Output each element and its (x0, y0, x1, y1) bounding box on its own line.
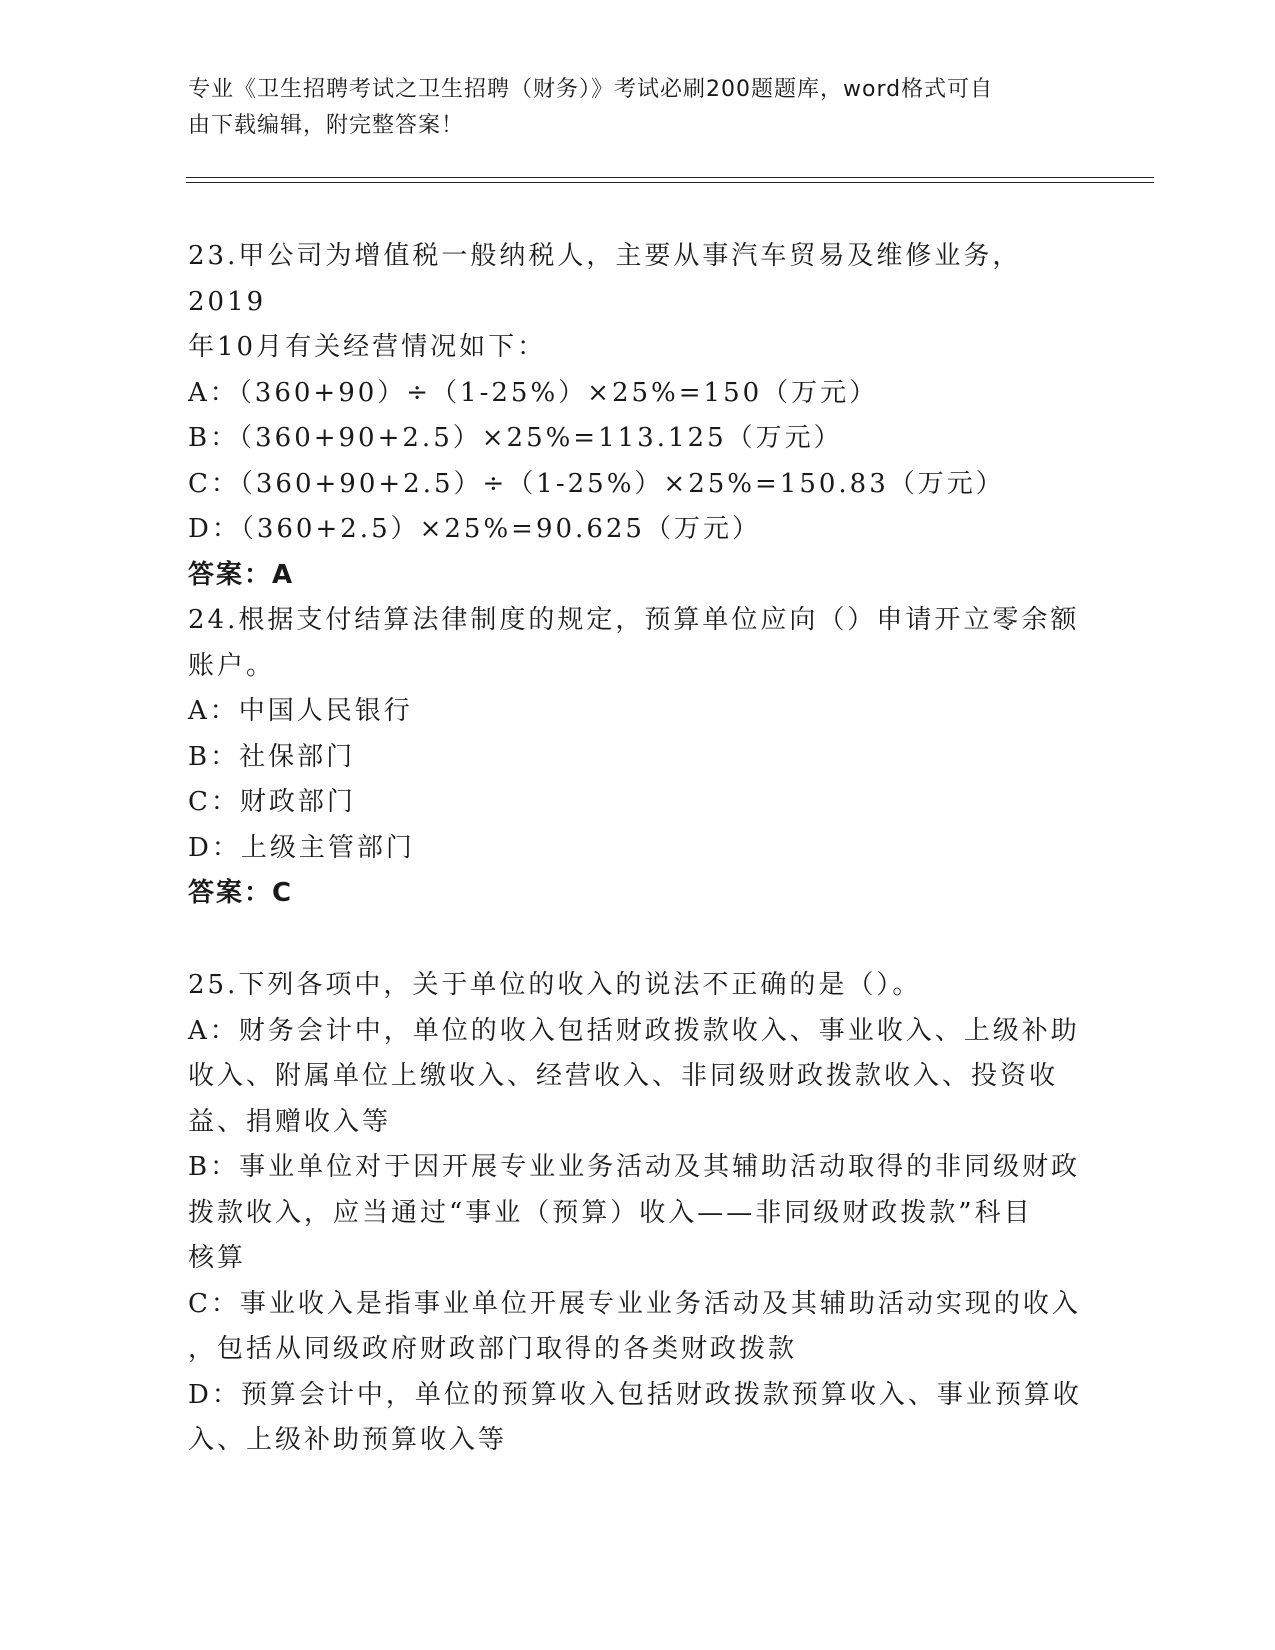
option-b: B：事业单位对于因开展专业业务活动及其辅助活动取得的非同级财政 (188, 1152, 1081, 1182)
option-d: D：（360+2.5）×25%=90.625（万元） (188, 514, 761, 544)
answer-label: 答案：A (188, 559, 295, 590)
option-c: C：事业收入是指事业单位开展专业业务活动及其辅助活动实现的收入 (188, 1288, 1081, 1319)
option-c-continued: ，包括从同级政府财政部门取得的各类财政拨款 (188, 1334, 798, 1364)
option-b-continued: 核算 (188, 1243, 247, 1273)
option-d: D：上级主管部门 (188, 832, 415, 863)
question-stem: 23.甲公司为增值税一般纳税人，主要从事汽车贸易及维修业务，2019 (188, 241, 1022, 317)
header-divider (186, 177, 1154, 178)
option-d-continued: 入、上级补助预算收入等 (188, 1425, 508, 1455)
option-c: C：（360+90+2.5）÷（1-25%）×25%=150.83（万元） (188, 468, 1005, 499)
option-a-continued: 收入、附属单位上缴收入、经营收入、非同级财政拨款收入、投资收 (188, 1061, 1059, 1091)
option-d: D：预算会计中，单位的预算收入包括财政拨款预算收入、事业预算收 (188, 1379, 1082, 1410)
question-24 (188, 598, 1088, 917)
question-stem: 24.根据支付结算法律制度的规定，预算单位应向（）申请开立零余额 (188, 605, 1080, 635)
option-c: C：财政部门 (188, 787, 356, 817)
document-header (188, 72, 1088, 144)
question-23 (188, 234, 1088, 598)
option-b-continued: 拨款收入，应当通过“事业（预算）收入——非同级财政拨款”科目 (188, 1197, 1033, 1228)
answer-label: 答案：C (188, 878, 294, 908)
question-25 (188, 963, 1088, 1464)
question-stem: 年10月有关经营情况如下： (188, 332, 547, 362)
option-b: B：（360+90+2.5）×25%=113.125（万元） (188, 423, 843, 453)
question-stem: 25.下列各项中，关于单位的收入的说法不正确的是（）。 (188, 970, 922, 1000)
header-line: 由下载编辑，附完整答案！ (188, 113, 465, 138)
option-b: B：社保部门 (188, 741, 356, 772)
option-a: A：中国人民银行 (188, 696, 413, 726)
header-line: 专业《卫生招聘考试之卫生招聘（财务）》考试必刷200题题库，word格式可自 (188, 77, 994, 102)
option-a-continued: 益、捐赠收入等 (188, 1106, 392, 1137)
question-stem: 账户。 (188, 650, 276, 681)
header-divider (186, 182, 1154, 183)
option-a: A：（360+90）÷（1-25%）×25%=150（万元） (188, 377, 879, 408)
option-a: A：财务会计中，单位的收入包括财政拨款收入、事业收入、上级补助 (188, 1015, 1080, 1046)
